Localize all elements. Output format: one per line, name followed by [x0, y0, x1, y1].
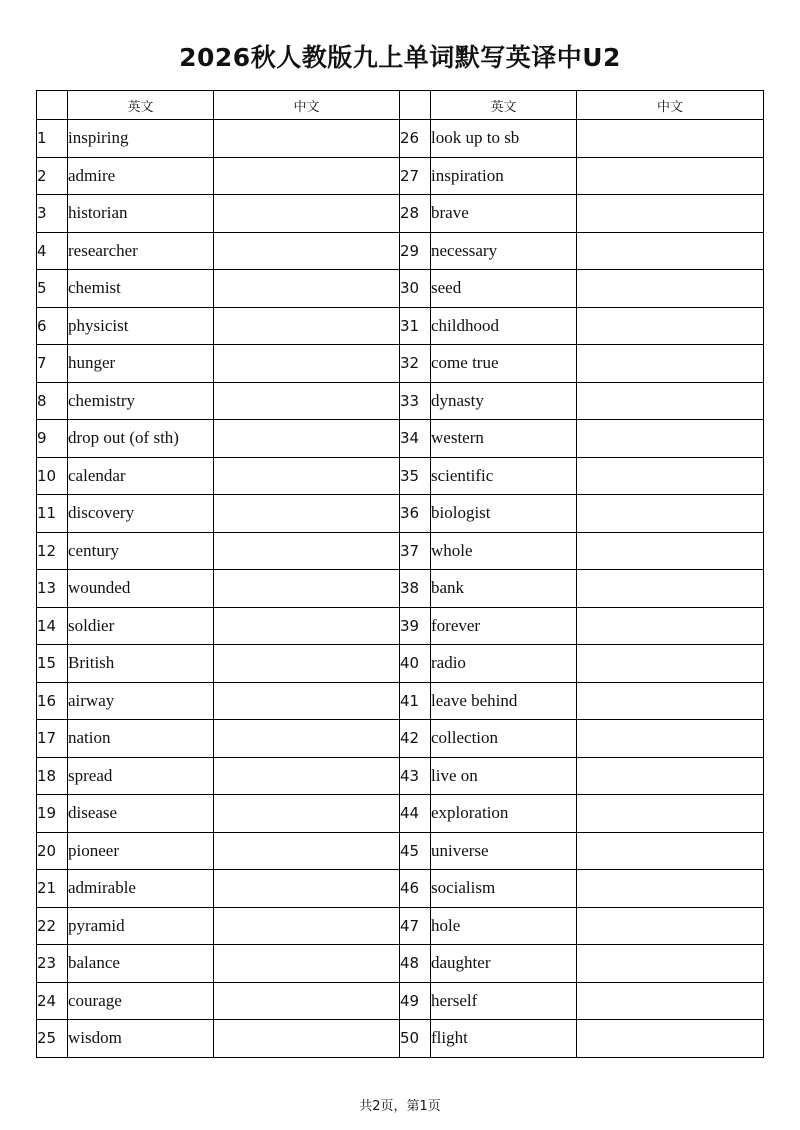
entry-number: 49 — [400, 982, 431, 1020]
table-row — [37, 495, 764, 533]
english-word: childhood — [431, 307, 577, 345]
chinese-answer-cell[interactable] — [577, 120, 764, 158]
chinese-answer-cell[interactable] — [577, 157, 764, 195]
entry-number: 18 — [37, 757, 68, 795]
table-row — [37, 120, 764, 158]
table-row — [37, 607, 764, 645]
entry-number: 39 — [400, 607, 431, 645]
chinese-answer-cell[interactable] — [214, 982, 400, 1020]
table-row — [37, 907, 764, 945]
table-row — [37, 232, 764, 270]
chinese-answer-cell[interactable] — [214, 645, 400, 683]
chinese-answer-cell[interactable] — [577, 270, 764, 308]
chinese-answer-cell[interactable] — [214, 345, 400, 383]
entry-number: 12 — [37, 532, 68, 570]
table-row — [37, 757, 764, 795]
table-row — [37, 720, 764, 758]
table-row — [37, 307, 764, 345]
chinese-answer-cell[interactable] — [214, 195, 400, 233]
chinese-answer-cell[interactable] — [214, 795, 400, 833]
header-chinese-left: 中文 — [214, 91, 400, 120]
chinese-answer-cell[interactable] — [577, 345, 764, 383]
english-word: drop out (of sth) — [68, 420, 214, 458]
table-row — [37, 870, 764, 908]
english-word: flight — [431, 1020, 577, 1058]
english-word: nation — [68, 720, 214, 758]
table-row — [37, 645, 764, 683]
entry-number: 45 — [400, 832, 431, 870]
chinese-answer-cell[interactable] — [577, 645, 764, 683]
english-word: disease — [68, 795, 214, 833]
english-word: chemist — [68, 270, 214, 308]
entry-number: 42 — [400, 720, 431, 758]
english-word: historian — [68, 195, 214, 233]
english-word: British — [68, 645, 214, 683]
chinese-answer-cell[interactable] — [214, 307, 400, 345]
chinese-answer-cell[interactable] — [577, 457, 764, 495]
chinese-answer-cell[interactable] — [577, 532, 764, 570]
english-word: wisdom — [68, 1020, 214, 1058]
table-row — [37, 1020, 764, 1058]
entry-number: 28 — [400, 195, 431, 233]
entry-number: 6 — [37, 307, 68, 345]
entry-number: 16 — [37, 682, 68, 720]
entry-number: 50 — [400, 1020, 431, 1058]
entry-number: 1 — [37, 120, 68, 158]
english-word: hunger — [68, 345, 214, 383]
english-word: admire — [68, 157, 214, 195]
entry-number: 21 — [37, 870, 68, 908]
chinese-answer-cell[interactable] — [214, 720, 400, 758]
entry-number: 20 — [37, 832, 68, 870]
chinese-answer-cell[interactable] — [577, 870, 764, 908]
entry-number: 38 — [400, 570, 431, 608]
english-word: admirable — [68, 870, 214, 908]
english-word: live on — [431, 757, 577, 795]
entry-number: 48 — [400, 945, 431, 983]
entry-number: 35 — [400, 457, 431, 495]
english-word: collection — [431, 720, 577, 758]
english-word: researcher — [68, 232, 214, 270]
header-num-left — [37, 91, 68, 120]
page-footer: 共2页，第1页 — [359, 1099, 441, 1114]
table-row — [37, 382, 764, 420]
entry-number: 41 — [400, 682, 431, 720]
chinese-answer-cell[interactable] — [214, 157, 400, 195]
entry-number: 13 — [37, 570, 68, 608]
chinese-answer-cell[interactable] — [214, 532, 400, 570]
chinese-answer-cell[interactable] — [214, 382, 400, 420]
table-row — [37, 157, 764, 195]
chinese-answer-cell[interactable] — [214, 607, 400, 645]
english-word: dynasty — [431, 382, 577, 420]
entry-number: 2 — [37, 157, 68, 195]
entry-number: 40 — [400, 645, 431, 683]
table-row — [37, 570, 764, 608]
english-word: bank — [431, 570, 577, 608]
english-word: chemistry — [68, 382, 214, 420]
chinese-answer-cell[interactable] — [214, 682, 400, 720]
english-word: whole — [431, 532, 577, 570]
chinese-answer-cell[interactable] — [214, 945, 400, 983]
entry-number: 32 — [400, 345, 431, 383]
entry-number: 47 — [400, 907, 431, 945]
entry-number: 22 — [37, 907, 68, 945]
english-word: pioneer — [68, 832, 214, 870]
entry-number: 14 — [37, 607, 68, 645]
vocabulary-table — [36, 90, 764, 1058]
chinese-answer-cell[interactable] — [214, 270, 400, 308]
entry-number: 33 — [400, 382, 431, 420]
entry-number: 5 — [37, 270, 68, 308]
entry-number: 15 — [37, 645, 68, 683]
english-word: radio — [431, 645, 577, 683]
entry-number: 44 — [400, 795, 431, 833]
entry-number: 19 — [37, 795, 68, 833]
entry-number: 9 — [37, 420, 68, 458]
english-word: balance — [68, 945, 214, 983]
chinese-answer-cell[interactable] — [577, 720, 764, 758]
entry-number: 11 — [37, 495, 68, 533]
english-word: necessary — [431, 232, 577, 270]
english-word: seed — [431, 270, 577, 308]
chinese-answer-cell[interactable] — [577, 682, 764, 720]
chinese-answer-cell[interactable] — [214, 120, 400, 158]
chinese-answer-cell[interactable] — [214, 832, 400, 870]
table-row — [37, 457, 764, 495]
chinese-answer-cell[interactable] — [577, 307, 764, 345]
english-word: biologist — [431, 495, 577, 533]
entry-number: 4 — [37, 232, 68, 270]
english-word: hole — [431, 907, 577, 945]
entry-number: 23 — [37, 945, 68, 983]
entry-number: 10 — [37, 457, 68, 495]
entry-number: 31 — [400, 307, 431, 345]
chinese-answer-cell[interactable] — [214, 907, 400, 945]
entry-number: 27 — [400, 157, 431, 195]
chinese-answer-cell[interactable] — [577, 232, 764, 270]
english-word: calendar — [68, 457, 214, 495]
english-word: leave behind — [431, 682, 577, 720]
chinese-answer-cell[interactable] — [577, 570, 764, 608]
chinese-answer-cell[interactable] — [214, 870, 400, 908]
chinese-answer-cell[interactable] — [214, 570, 400, 608]
entry-number: 30 — [400, 270, 431, 308]
entry-number: 37 — [400, 532, 431, 570]
chinese-answer-cell[interactable] — [577, 382, 764, 420]
table-row — [37, 345, 764, 383]
chinese-answer-cell[interactable] — [214, 495, 400, 533]
chinese-answer-cell[interactable] — [577, 982, 764, 1020]
entry-number: 8 — [37, 382, 68, 420]
entry-number: 7 — [37, 345, 68, 383]
chinese-answer-cell[interactable] — [214, 232, 400, 270]
header-english-left: 英文 — [68, 91, 214, 120]
entry-number: 26 — [400, 120, 431, 158]
entry-number: 34 — [400, 420, 431, 458]
english-word: forever — [431, 607, 577, 645]
entry-number: 17 — [37, 720, 68, 758]
table-row — [37, 945, 764, 983]
header-num-right — [400, 91, 431, 120]
header-chinese-right: 中文 — [577, 91, 764, 120]
table-row — [37, 195, 764, 233]
english-word: universe — [431, 832, 577, 870]
entry-number: 25 — [37, 1020, 68, 1058]
entry-number: 29 — [400, 232, 431, 270]
table-row — [37, 795, 764, 833]
chinese-answer-cell[interactable] — [214, 420, 400, 458]
english-word: wounded — [68, 570, 214, 608]
table-row — [37, 420, 764, 458]
english-word: herself — [431, 982, 577, 1020]
english-word: come true — [431, 345, 577, 383]
table-row — [37, 532, 764, 570]
chinese-answer-cell[interactable] — [577, 757, 764, 795]
chinese-answer-cell[interactable] — [214, 1020, 400, 1058]
chinese-answer-cell[interactable] — [577, 945, 764, 983]
chinese-answer-cell[interactable] — [577, 607, 764, 645]
table-row — [37, 682, 764, 720]
english-word: discovery — [68, 495, 214, 533]
page-title: 2026秋人教版九上单词默写英译中U2 — [179, 43, 621, 72]
english-word: exploration — [431, 795, 577, 833]
entry-number: 43 — [400, 757, 431, 795]
chinese-answer-cell[interactable] — [214, 757, 400, 795]
entry-number: 3 — [37, 195, 68, 233]
english-word: inspiring — [68, 120, 214, 158]
english-word: physicist — [68, 307, 214, 345]
table-header-row — [37, 91, 764, 120]
chinese-answer-cell[interactable] — [577, 795, 764, 833]
entry-number: 36 — [400, 495, 431, 533]
english-word: look up to sb — [431, 120, 577, 158]
english-word: western — [431, 420, 577, 458]
chinese-answer-cell[interactable] — [577, 195, 764, 233]
chinese-answer-cell[interactable] — [577, 495, 764, 533]
english-word: courage — [68, 982, 214, 1020]
english-word: socialism — [431, 870, 577, 908]
chinese-answer-cell[interactable] — [214, 457, 400, 495]
english-word: spread — [68, 757, 214, 795]
table-row — [37, 270, 764, 308]
english-word: pyramid — [68, 907, 214, 945]
chinese-answer-cell[interactable] — [577, 1020, 764, 1058]
english-word: brave — [431, 195, 577, 233]
entry-number: 46 — [400, 870, 431, 908]
english-word: daughter — [431, 945, 577, 983]
english-word: century — [68, 532, 214, 570]
english-word: inspiration — [431, 157, 577, 195]
table-row — [37, 832, 764, 870]
entry-number: 24 — [37, 982, 68, 1020]
english-word: airway — [68, 682, 214, 720]
table-row — [37, 982, 764, 1020]
chinese-answer-cell[interactable] — [577, 832, 764, 870]
chinese-answer-cell[interactable] — [577, 907, 764, 945]
header-english-right: 英文 — [431, 91, 577, 120]
chinese-answer-cell[interactable] — [577, 420, 764, 458]
english-word: soldier — [68, 607, 214, 645]
english-word: scientific — [431, 457, 577, 495]
